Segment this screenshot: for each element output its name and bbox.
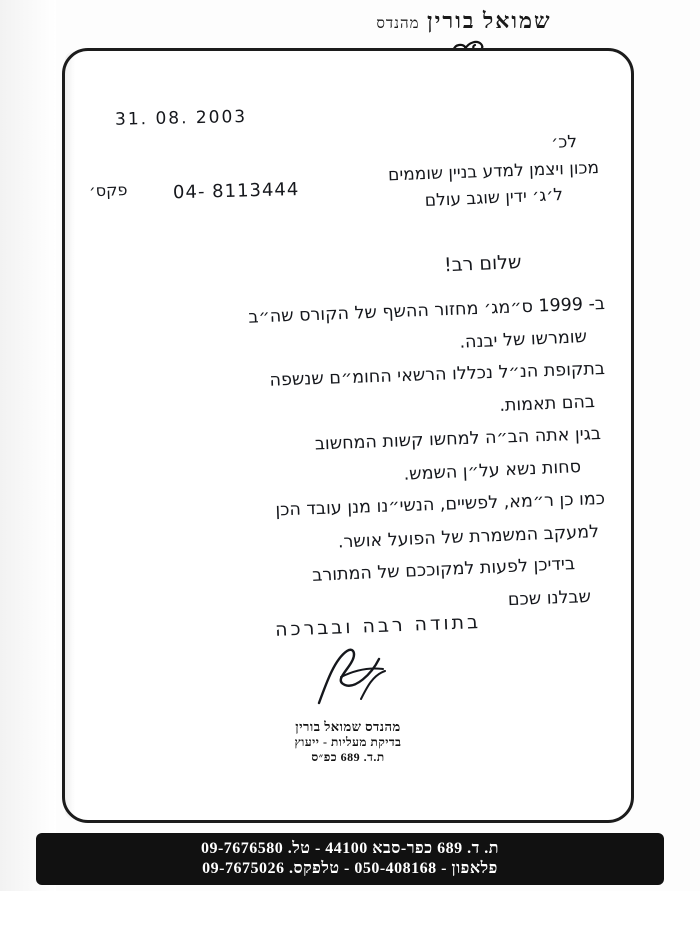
letter-body-line: בידיכן לפעות למקוככם של המתורב bbox=[311, 554, 576, 586]
addressee-line-1: מכון ויצמן למדע בניין שוממים bbox=[387, 158, 600, 186]
letter-greeting: שלום רב! bbox=[443, 251, 522, 277]
scan-bottom-edge bbox=[0, 891, 700, 933]
fax-number: 04- 8113444 bbox=[173, 179, 300, 204]
signature-stamp bbox=[65, 719, 631, 765]
stamp-line-3: ת.ד. 689 כפ״ס bbox=[311, 750, 385, 764]
letter-body-frame bbox=[62, 48, 634, 823]
handwritten-signature-icon bbox=[301, 641, 411, 711]
letter-body-line: למעקב המשמרת של הפועל אושר. bbox=[337, 521, 600, 552]
footer-contact-bar bbox=[36, 833, 664, 885]
letter-body-line: כמו כן ר״מא, לפשיים, הנשי״נו מנן עובד הכן bbox=[275, 489, 606, 521]
letter-closing: בתודה רבה ובברכה bbox=[274, 611, 482, 641]
stamp-line-2: בדיקת מעליות - ייעוץ bbox=[294, 735, 402, 749]
stamp-line-1: מהנדס שמואל בורין bbox=[295, 719, 401, 734]
letterhead-role-text: מהנדס bbox=[376, 16, 420, 32]
letter-body-line: שומרשו של יבנה. bbox=[459, 326, 588, 353]
footer-line-1: ת. ד. 689 כפר-סבא 44100 - טל. 09-7676580 bbox=[200, 840, 500, 857]
letter-body-line: בגין אתה הב״ה למחשו קשות המחשוב bbox=[314, 424, 602, 455]
letter-body-line: סחות נשא על״ן השמש. bbox=[403, 456, 582, 485]
fax-label: פקס׳ bbox=[88, 180, 128, 201]
fax-line bbox=[88, 179, 339, 204]
letterhead-name bbox=[254, 8, 674, 34]
addressee-line-2: ל׳ג׳ ידין שוגב עולם bbox=[424, 184, 564, 211]
letter-body-line: בהם תאמות. bbox=[498, 391, 596, 416]
letter-body-line: ב- 1999 ס״מג׳ מחזור ההשף של הקורס שה״ב bbox=[248, 294, 606, 328]
footer-line-2: פלאפון - 050-408168 - טלפקס. 09-7675026 bbox=[202, 860, 498, 877]
addressee-to-label: לכ׳ bbox=[550, 132, 578, 153]
letter-body-text bbox=[91, 296, 605, 621]
scan-left-edge bbox=[0, 0, 56, 933]
letter-body-line: שבלנו שכם bbox=[507, 586, 592, 610]
letterhead-name-text: שמואל בורין bbox=[427, 8, 552, 33]
letter-date: 31. 08. 2003 bbox=[114, 107, 248, 130]
addressee-block bbox=[387, 129, 600, 211]
letter-body-line: בתקופת הנ״ל נכללו הרשאי החומ״ם שנשפה bbox=[269, 359, 606, 391]
